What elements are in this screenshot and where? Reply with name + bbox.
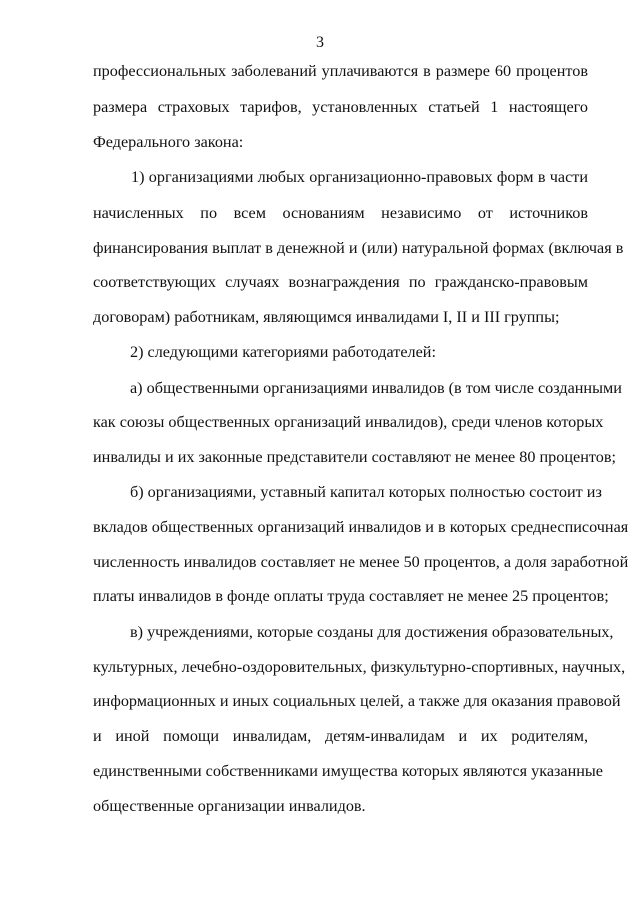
text-line: Федерального закона:: [93, 133, 244, 151]
text-line: как союзы общественных организаций инвалидов), среди членов которых: [93, 413, 604, 431]
text-line: единственными собственниками имущества которых являются указанные: [93, 762, 603, 780]
text-line: соответствующих случаях вознаграждения по гражданско-правовым: [93, 273, 588, 291]
text-line: информационных и иных социальных целей, а также для оказания правовой: [93, 692, 621, 710]
text-line: вкладов общественных организаций инвалидов и в которых среднесписочная: [93, 518, 629, 536]
text-line: начисленных по всем основаниям независимо от источников: [93, 204, 588, 222]
text-line: 1) организациями любых организационно-правовых форм в части: [131, 168, 588, 186]
text-line: и иной помощи инвалидам, детям-инвалидам и их родителям,: [93, 727, 588, 745]
text-line: финансирования выплат в денежной и (или) натуральной формах (включая в: [93, 239, 624, 257]
text-line: б) организациями, уставный капитал которых полностью состоит из: [130, 483, 602, 501]
page-number: 3: [316, 34, 324, 51]
text-line: договорам) работникам, являющимся инвалидами I, II и III группы;: [93, 308, 560, 326]
text-line: культурных, лечебно-оздоровительных, физкультурно-спортивных, научных,: [93, 658, 626, 676]
text-line: платы инвалидов в фонде оплаты труда составляет не менее 25 процентов;: [93, 587, 609, 605]
text-line: профессиональных заболеваний уплачиваются в размере 60 процентов: [93, 62, 588, 80]
text-line: в) учреждениями, которые созданы для достижения образовательных,: [130, 623, 614, 641]
text-line: а) общественными организациями инвалидов (в том числе созданными: [130, 379, 622, 397]
text-line: размера страховых тарифов, установленных статьей 1 настоящего: [93, 98, 588, 116]
text-line: общественные организации инвалидов.: [93, 797, 366, 815]
text-line: инвалиды и их законные представители составляют не менее 80 процентов;: [93, 448, 616, 466]
text-line: 2) следующими категориями работодателей:: [130, 343, 436, 361]
text-line: численность инвалидов составляет не менее 50 процентов, а доля заработной: [93, 553, 629, 571]
